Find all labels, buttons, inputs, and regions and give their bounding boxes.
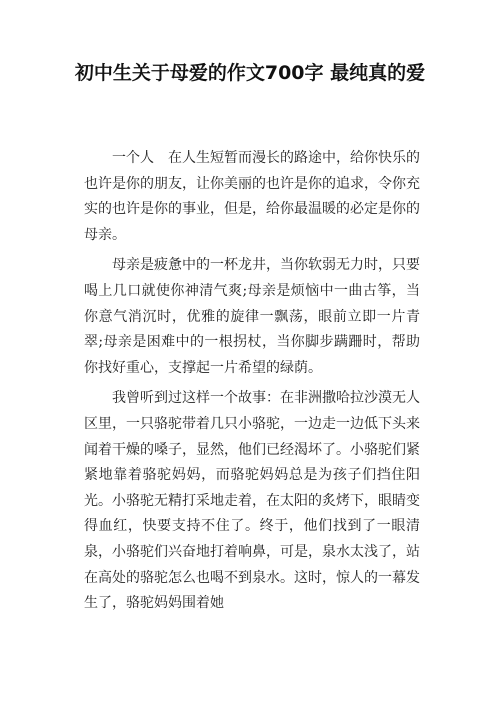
paragraph: 母亲是疲惫中的一杯龙井，当你软弱无力时，只要喝上几口就使你神清气爽;母亲是烦恼中一曲古筝，当你意气消沉时，优雅的旋律一飘荡，眼前立即一片青翠;母亲是困难中的一根拐杖，当你脚步蹒跚时，帮助你找好重心，支撑起一片希望的绿荫。 bbox=[84, 257, 420, 376]
paragraph: 一个人 在人生短暂而漫长的路途中，给你快乐的也许是你的朋友，让你美丽的也许是你的追求，令你充实的也许是你的事业，但是，给你最温暖的必定是你的母亲。 bbox=[84, 150, 420, 243]
document-body bbox=[84, 146, 420, 622]
document-title: 初中生关于母爱的作文700字 最纯真的爱 bbox=[74, 62, 426, 84]
paragraph: 我曾听到过这样一个故事：在非洲撒哈拉沙漠无人区里，一只骆驼带着几只小骆驼，一边走一边低下头来闻着干燥的嗓子，显然，他们已经渴坏了。小骆驼们紧紧地靠着骆驼妈妈，而骆驼妈妈总是为孩子们挡住阳光。小骆驼无精打采地走着，在太阳的炙烤下，眼睛变得血红，快要支持不住了。终于，他们找到了一眼清泉，小骆驼们兴奋地打着响鼻，可是，泉水太浅了，站在高处的骆驼怎么也喝不到泉水。这时，惊人的一幕发生了，骆驼妈妈围着她 bbox=[84, 390, 420, 612]
